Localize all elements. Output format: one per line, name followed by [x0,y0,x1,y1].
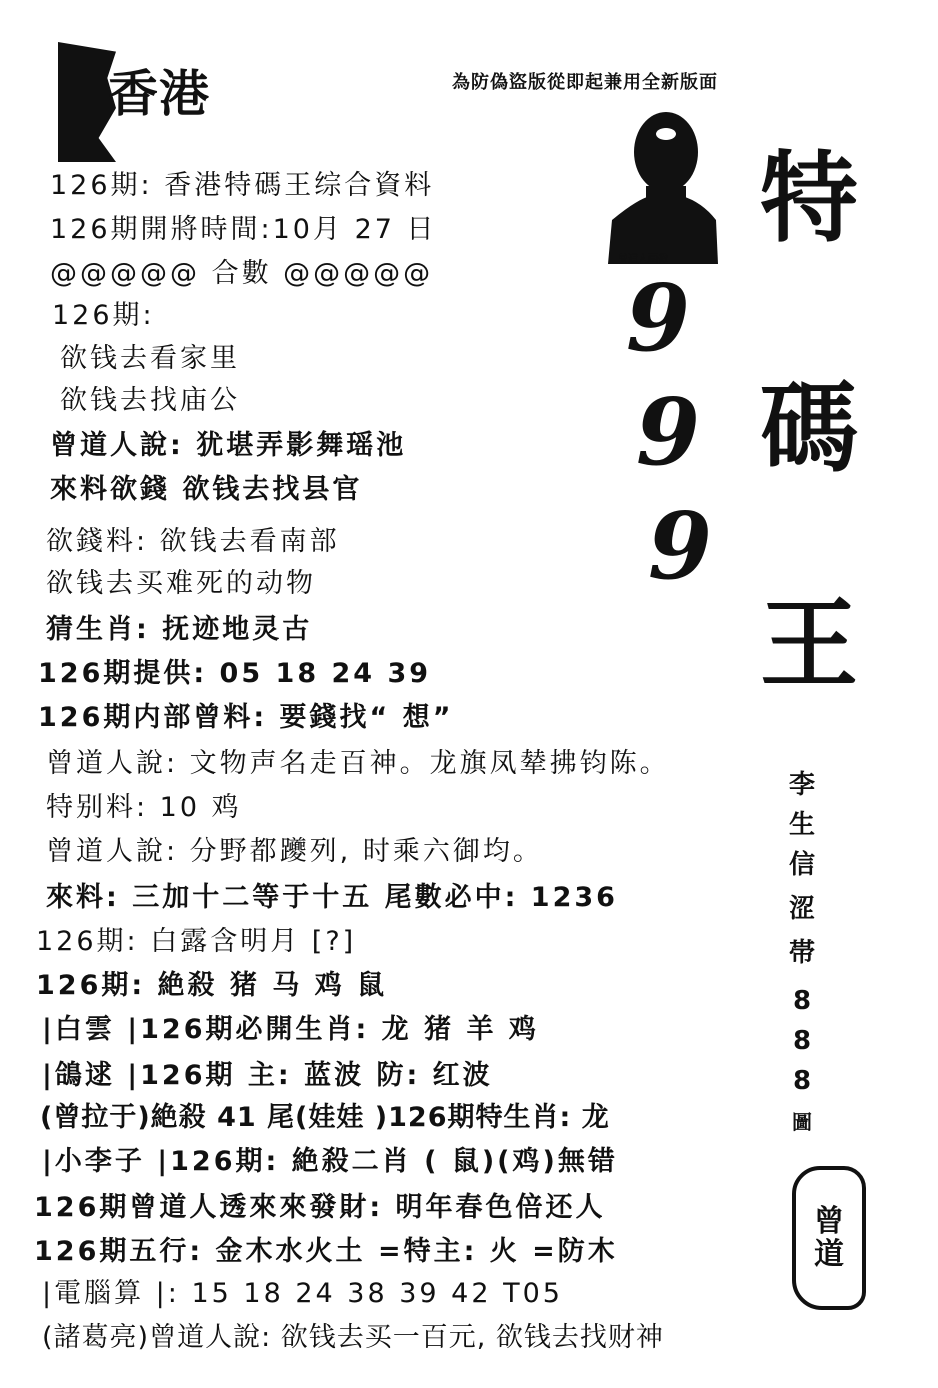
title-char-1: 特 [760,142,859,256]
text-line-18: 126期: 白露含明月 [?] [36,926,357,957]
text-line-22: (曾拉于)絶殺 41 尾(娃娃 )126期特生肖: 龙 [40,1102,610,1133]
text-line-26: |電腦算 |: 15 18 24 38 39 42 T05 [42,1278,563,1309]
text-line-11: 猜生肖: 抚迹地灵古 [46,614,313,645]
vertical-char-1: 李 [788,770,815,800]
title-char-3: 王 [760,588,859,702]
text-line-7: 曾道人說: 犹堪弄影舞瑶池 [50,430,407,461]
vertical-char-5: 帯 [788,938,815,968]
text-line-23: |小李子 |126期: 絶殺二肖 ( 鼠)(鸡)無错 [42,1146,618,1177]
seal-stamp [792,1166,866,1310]
title-char-2: 碼 [760,372,859,486]
big-nine-2: 9 [636,378,701,486]
text-line-3: @@@@@ 合數 @@@@@ [50,258,434,289]
text-line-20: |白雲 |126期必開生肖: 龙 猪 羊 鸡 [42,1014,539,1045]
portrait-image [606,104,718,264]
text-line-15: 特别料: 10 鸡 [46,792,242,823]
text-line-25: 126期五行: 金木水火土 =特主: 火 =防木 [34,1236,618,1267]
vertical-char-2: 生 [788,810,815,840]
text-line-8: 來料欲錢 欲钱去找县官 [50,474,363,505]
text-line-4: 126期: [52,300,155,331]
text-line-27: (諸葛亮)曾道人說: 欲钱去买一百元, 欲钱去找财神 [42,1322,664,1353]
text-line-14: 曾道人說: 文物声名走百神。龙旗凤辇拂钧陈。 [46,748,670,779]
vertical-char-8: 8 [792,1066,812,1096]
text-line-12: 126期提供: 05 18 24 39 [38,658,432,689]
text-line-10: 欲钱去买难死的动物 [46,568,316,599]
vertical-char-7: 8 [792,1026,812,1056]
slogan-text: 為防偽盜版從即起兼用全新版面 [452,72,718,93]
seal-char-1: 曾 [814,1204,844,1239]
text-line-17: 來料: 三加十二等于十五 尾數必中: 1236 [46,882,618,913]
vertical-char-9: 圖 [792,1110,812,1134]
big-nine-1: 9 [626,264,691,372]
text-line-21: |鴿逑 |126期 主: 蓝波 防: 红波 [42,1060,493,1091]
vertical-char-3: 信 [788,850,815,880]
text-line-9: 欲錢料: 欲钱去看南部 [46,526,340,557]
vertical-char-6: 8 [792,986,812,1016]
brand-title: 香港 [108,65,210,123]
vertical-char-4: 涩 [788,894,815,924]
big-nine-3: 9 [648,492,713,600]
text-line-1: 126期: 香港特碼王综合資料 [50,170,435,201]
text-line-13: 126期内部曾料: 要錢找“ 想” [38,702,454,733]
portrait-caption: 曾道人画像 [618,254,668,265]
text-line-24: 126期曾道人透來來發財: 明年春色倍还人 [34,1192,606,1223]
text-line-19: 126期: 絶殺 猪 马 鸡 鼠 [36,970,388,1001]
seal-char-2: 道 [814,1237,844,1272]
text-line-5: 欲钱去看家里 [60,343,240,374]
text-line-6: 欲钱去找庙公 [60,385,240,416]
text-line-2: 126期開將時間:10月 27 日 [50,214,437,245]
text-line-16: 曾道人說: 分野都躨列, 时乘六御均。 [46,836,543,867]
